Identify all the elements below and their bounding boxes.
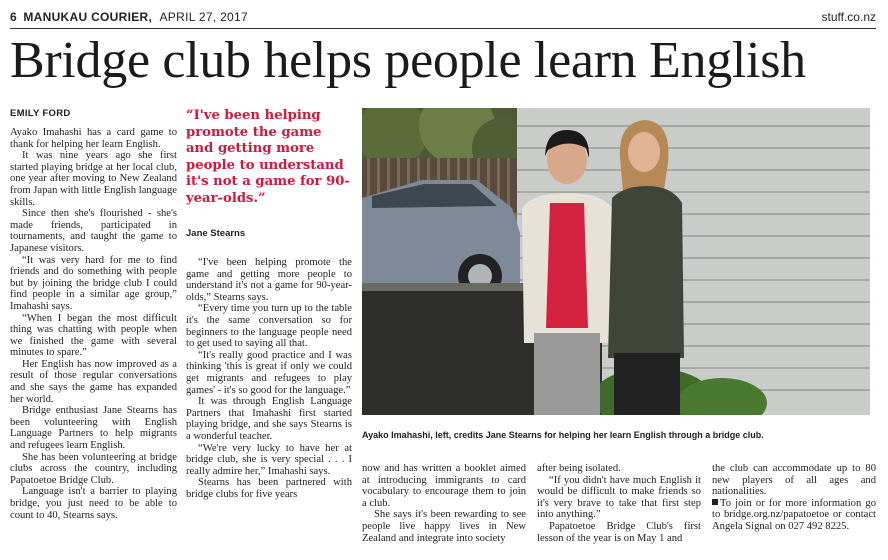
headline: Bridge club helps people learn English <box>10 32 806 89</box>
paragraph: “It was very hard for me to find friends and do something with people but by joining the bridge club I could find people in a similar age group,” Imahashi says. <box>10 254 177 312</box>
paragraph: “I've been helping promote the game and getting more people to understand it's not a game for 90-year-olds,” Stearns says. <box>186 257 352 303</box>
paragraph: after being isolated. <box>537 463 621 474</box>
paragraph: Papatoetoe Bridge Club's first lesson of the year is on May 1 and <box>537 520 701 544</box>
newspaper-name: MANUKAU COURIER, <box>23 10 153 24</box>
article-column-1 <box>10 127 177 521</box>
paragraph: Her English has now improved as a result of those regular conversations and she says the game has expanded her world. <box>10 358 177 405</box>
info-paragraph <box>712 498 876 533</box>
paragraph: the club can accommodate up to 80 new players of all ages and nationalities. <box>712 463 876 498</box>
article-photo <box>362 108 870 415</box>
paragraph: “Every time you turn up to the table it's the same conversation so for beginners to the language people need to get used to saying all that. <box>186 303 352 350</box>
paragraph: Language isn't a barrier to playing bridge, you just need to be able to count to 40, Stearns says. <box>10 486 177 521</box>
article-column-2 <box>186 257 352 500</box>
pull-quote: “I've been helping promote the game and getting more people to understand it's not a game for 90-year-olds.” <box>186 108 350 206</box>
info-text: To join or for more information go to bridge.org.nz/papatoetoe or contact Angela Signal on 027 492 8225. <box>712 497 876 532</box>
paragraph: Stearns has been partnered with bridge clubs for five years <box>186 477 352 500</box>
paragraph: “When I began the most difficult thing was chatting with people when we finished the game with several minutes to spare.” <box>10 312 177 359</box>
publication-date: APRIL 27, 2017 <box>159 10 248 24</box>
paragraph: Since then she's flourished - she's made friends, participated in tournaments, and taught the game to Japanese visitors. <box>10 208 177 254</box>
paragraph: She says it's been rewarding to see people live happy lives in New Zealand and integrate into society <box>362 509 526 544</box>
page-header <box>10 10 876 28</box>
article-column-3 <box>362 463 526 544</box>
paragraph: She has been volunteering at bridge clubs across the country, including Papatoetoe Bridge Club. <box>10 451 177 486</box>
paragraph: Bridge enthusiast Jane Stearns has been volunteering with English Language Partners to help migrants and refugees learn English. <box>10 405 177 452</box>
header-rule <box>10 28 876 29</box>
paragraph: It was nine years ago she first started playing bridge at her local club, one year after moving to New Zealand from Japan with little English language skills. <box>10 150 177 208</box>
square-bullet-icon <box>712 499 718 505</box>
byline: EMILY FORD <box>10 108 71 119</box>
paragraph: “It's really good practice and I was thinking 'this is great if only we could get migrants and refugees to play games' - it's so good for the language.” <box>186 349 352 396</box>
photo-illustration <box>362 108 870 415</box>
website-link[interactable]: stuff.co.nz <box>821 10 876 24</box>
pull-quote-attribution: Jane Stearns <box>186 228 246 239</box>
paragraph: “If you didn't have much English it would be difficult to make friends so it's very brave to take that first step into anything.” <box>537 474 701 521</box>
paragraph: “We're very lucky to have her at bridge club, she is very special . . . I really admire her,” Imahashi says. <box>186 442 352 477</box>
paragraph: Ayako Imahashi has a card game to thank for helping her learn English. <box>10 127 177 150</box>
paragraph: now and has written a booklet aimed at introducing immigrants to card vocabulary to encourage them to join a club. <box>362 463 526 509</box>
paragraph: It was through English Language Partners that Imahashi first started playing bridge, and she says Stearns is a wonderful teacher. <box>186 396 352 442</box>
page-number: 6 <box>10 10 17 24</box>
photo-caption: Ayako Imahashi, left, credits Jane Stearns for helping her learn English through a bridge club. <box>362 430 764 440</box>
article-column-5 <box>712 463 876 533</box>
article-column-4 <box>537 463 701 544</box>
